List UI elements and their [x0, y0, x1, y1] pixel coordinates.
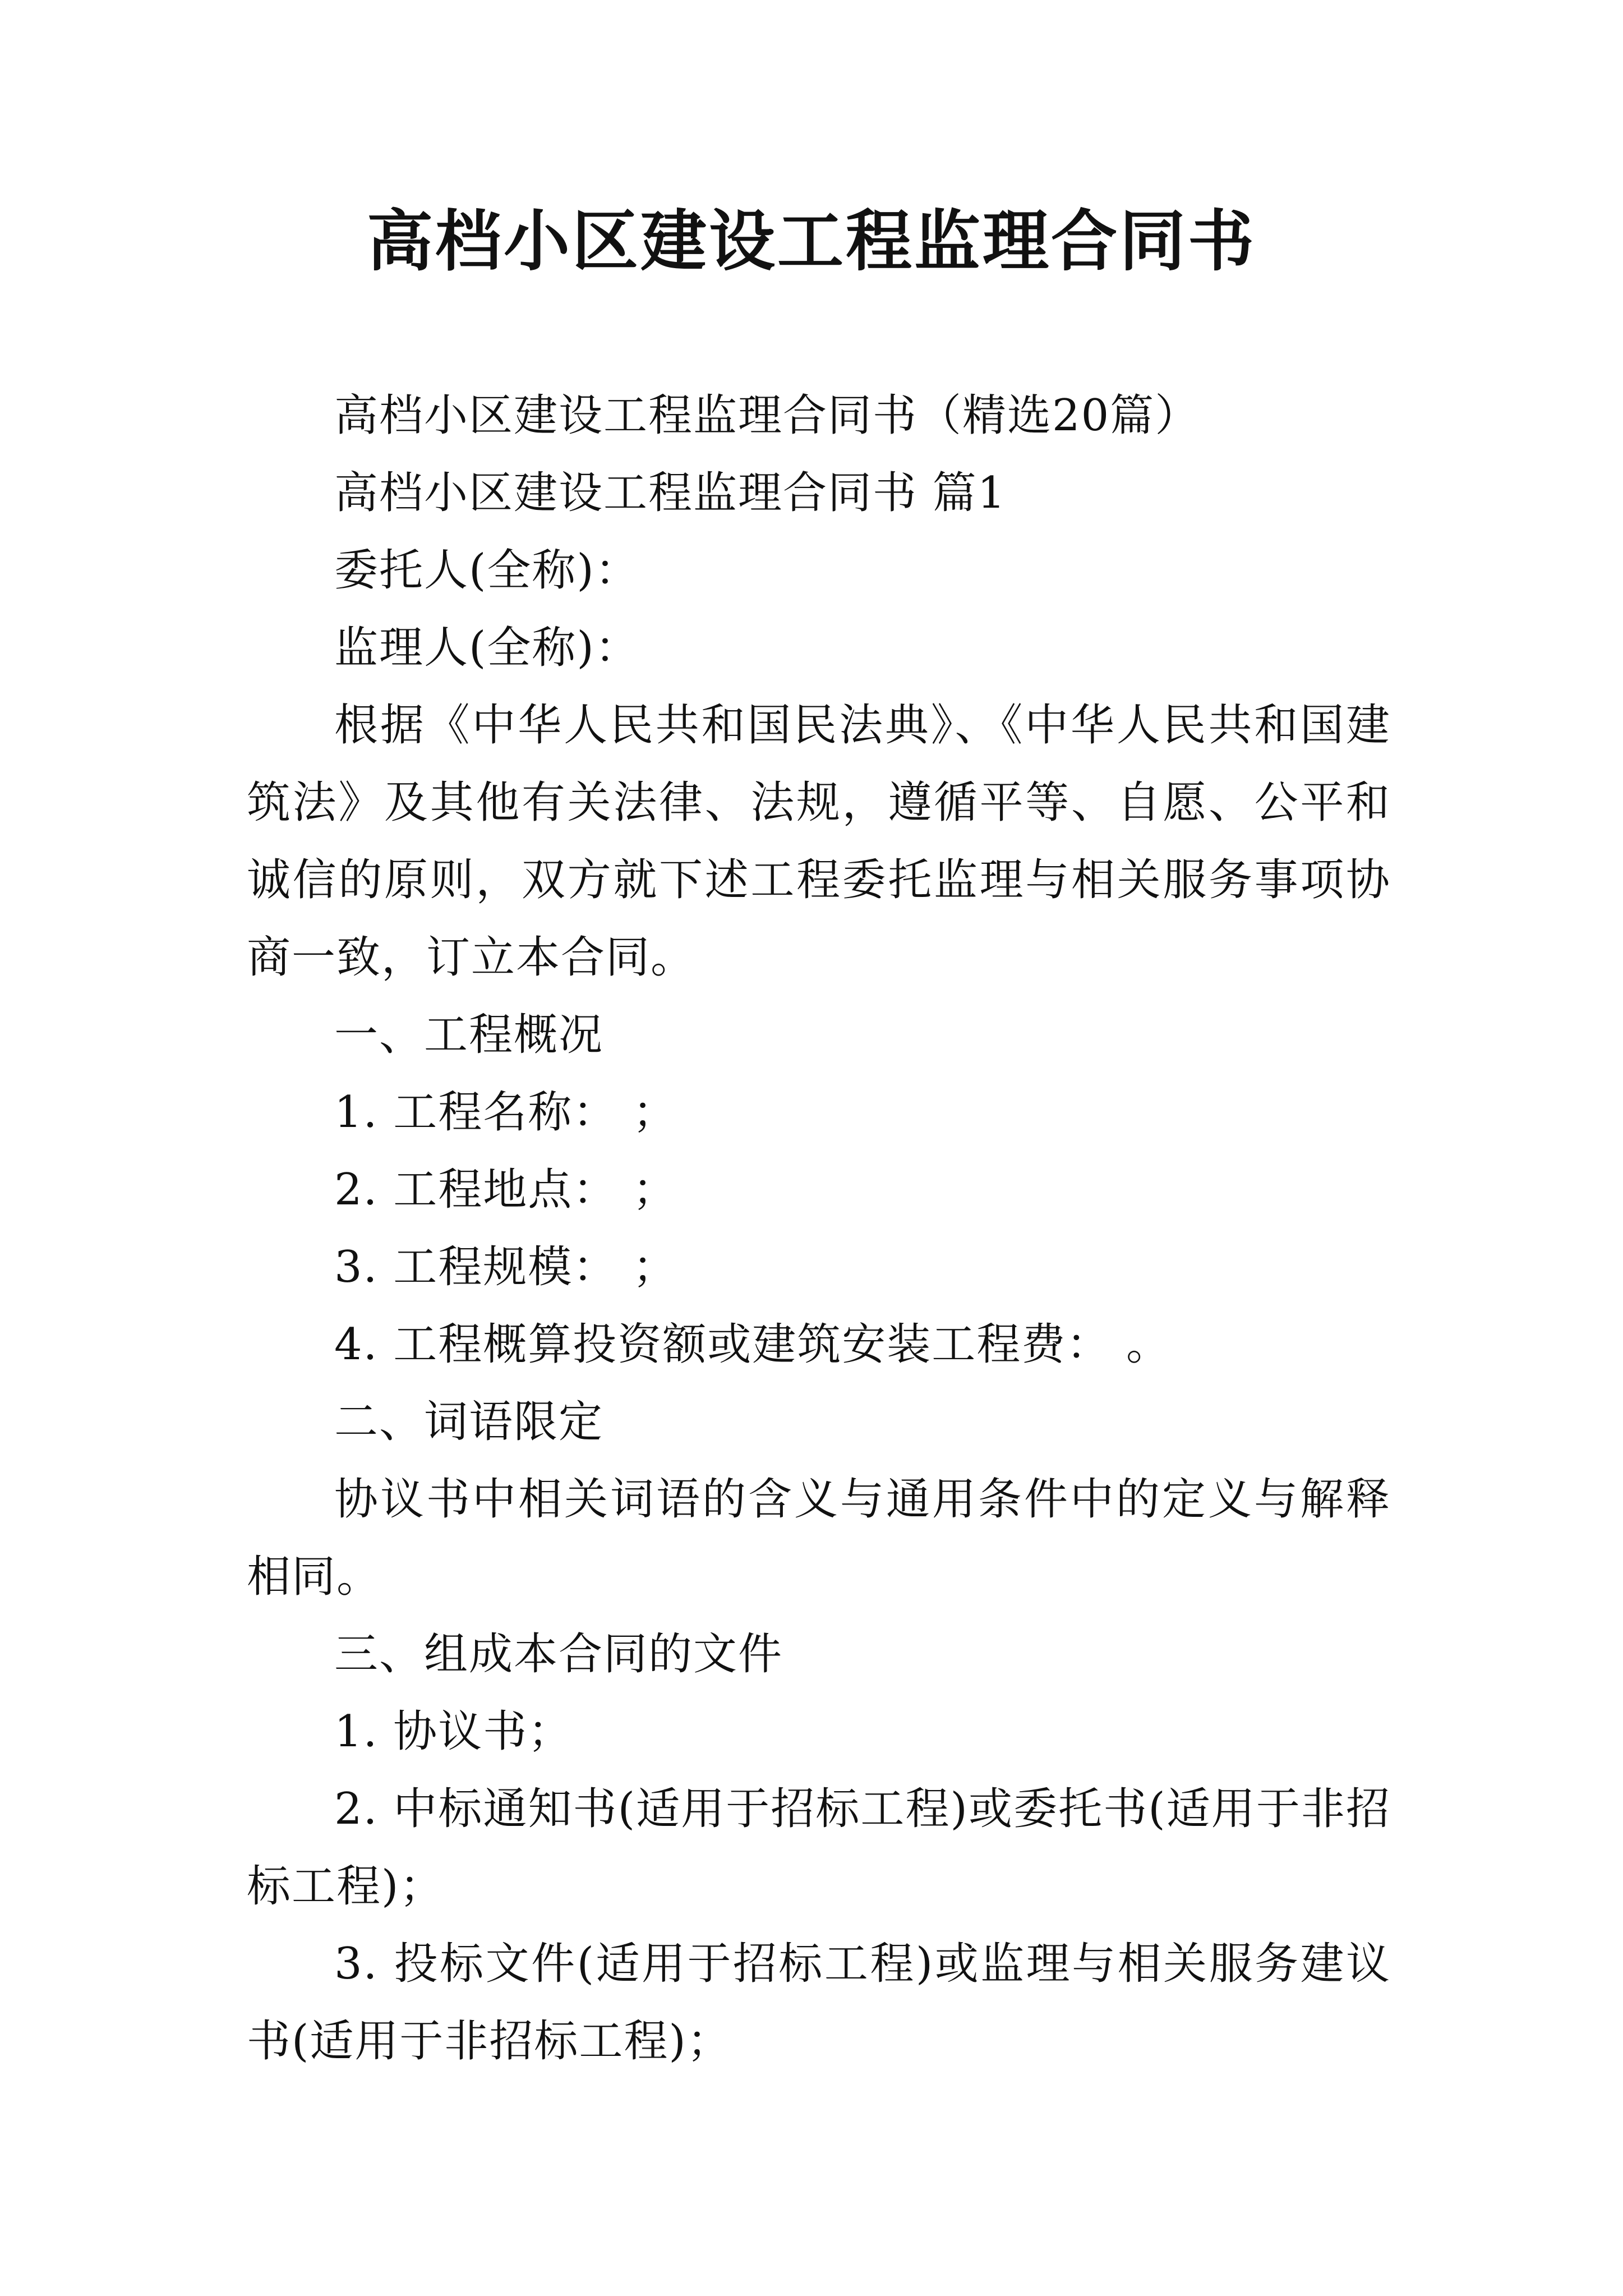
- section-1-item-investment: 4. 工程概算投资额或建筑安装工程费： 。: [334, 1319, 1172, 1370]
- section-3-item-award-notice: 2. 中标通知书(适用于招标工程)或委托书(适用于非招标工程)；: [247, 1784, 1391, 1912]
- section-heading: 高档小区建设工程监理合同书 篇1: [334, 468, 1007, 518]
- section-3-item-bid-documents: 3. 投标文件(适用于招标工程)或监理与相关服务建议书(适用于非招标工程)；: [247, 1939, 1391, 2067]
- section-3-item-agreement: 1. 协议书；: [334, 1706, 573, 1757]
- section-1-item-project-scale: 3. 工程规模： ；: [334, 1242, 678, 1292]
- section-1-item-project-name: 1. 工程名称： ；: [334, 1087, 678, 1138]
- principal-line: 委托人(全称)：: [334, 545, 640, 596]
- section-3-heading: 三、组成本合同的文件: [334, 1629, 783, 1680]
- document-body: [247, 377, 1391, 2080]
- document-title: 高档小区建设工程监理合同书: [366, 202, 1256, 280]
- document-subtitle: 高档小区建设工程监理合同书（精选20篇）: [334, 390, 1200, 441]
- section-1-item-project-location: 2. 工程地点： ；: [334, 1165, 678, 1215]
- supervisor-line: 监理人(全称)：: [334, 623, 640, 673]
- section-1-heading: 一、工程概况: [334, 1010, 604, 1060]
- section-2-text: 协议书中相关词语的含义与通用条件中的定义与解释相同。: [247, 1474, 1391, 1602]
- section-2-heading: 二、词语限定: [334, 1397, 604, 1447]
- preamble-paragraph: 根据《中华人民共和国民法典》、《中华人民共和国建筑法》及其他有关法律、法规，遵循平等、自愿、公平和诚信的原则，双方就下述工程委托监理与相关服务事项协商一致，订立本合同。: [247, 700, 1391, 983]
